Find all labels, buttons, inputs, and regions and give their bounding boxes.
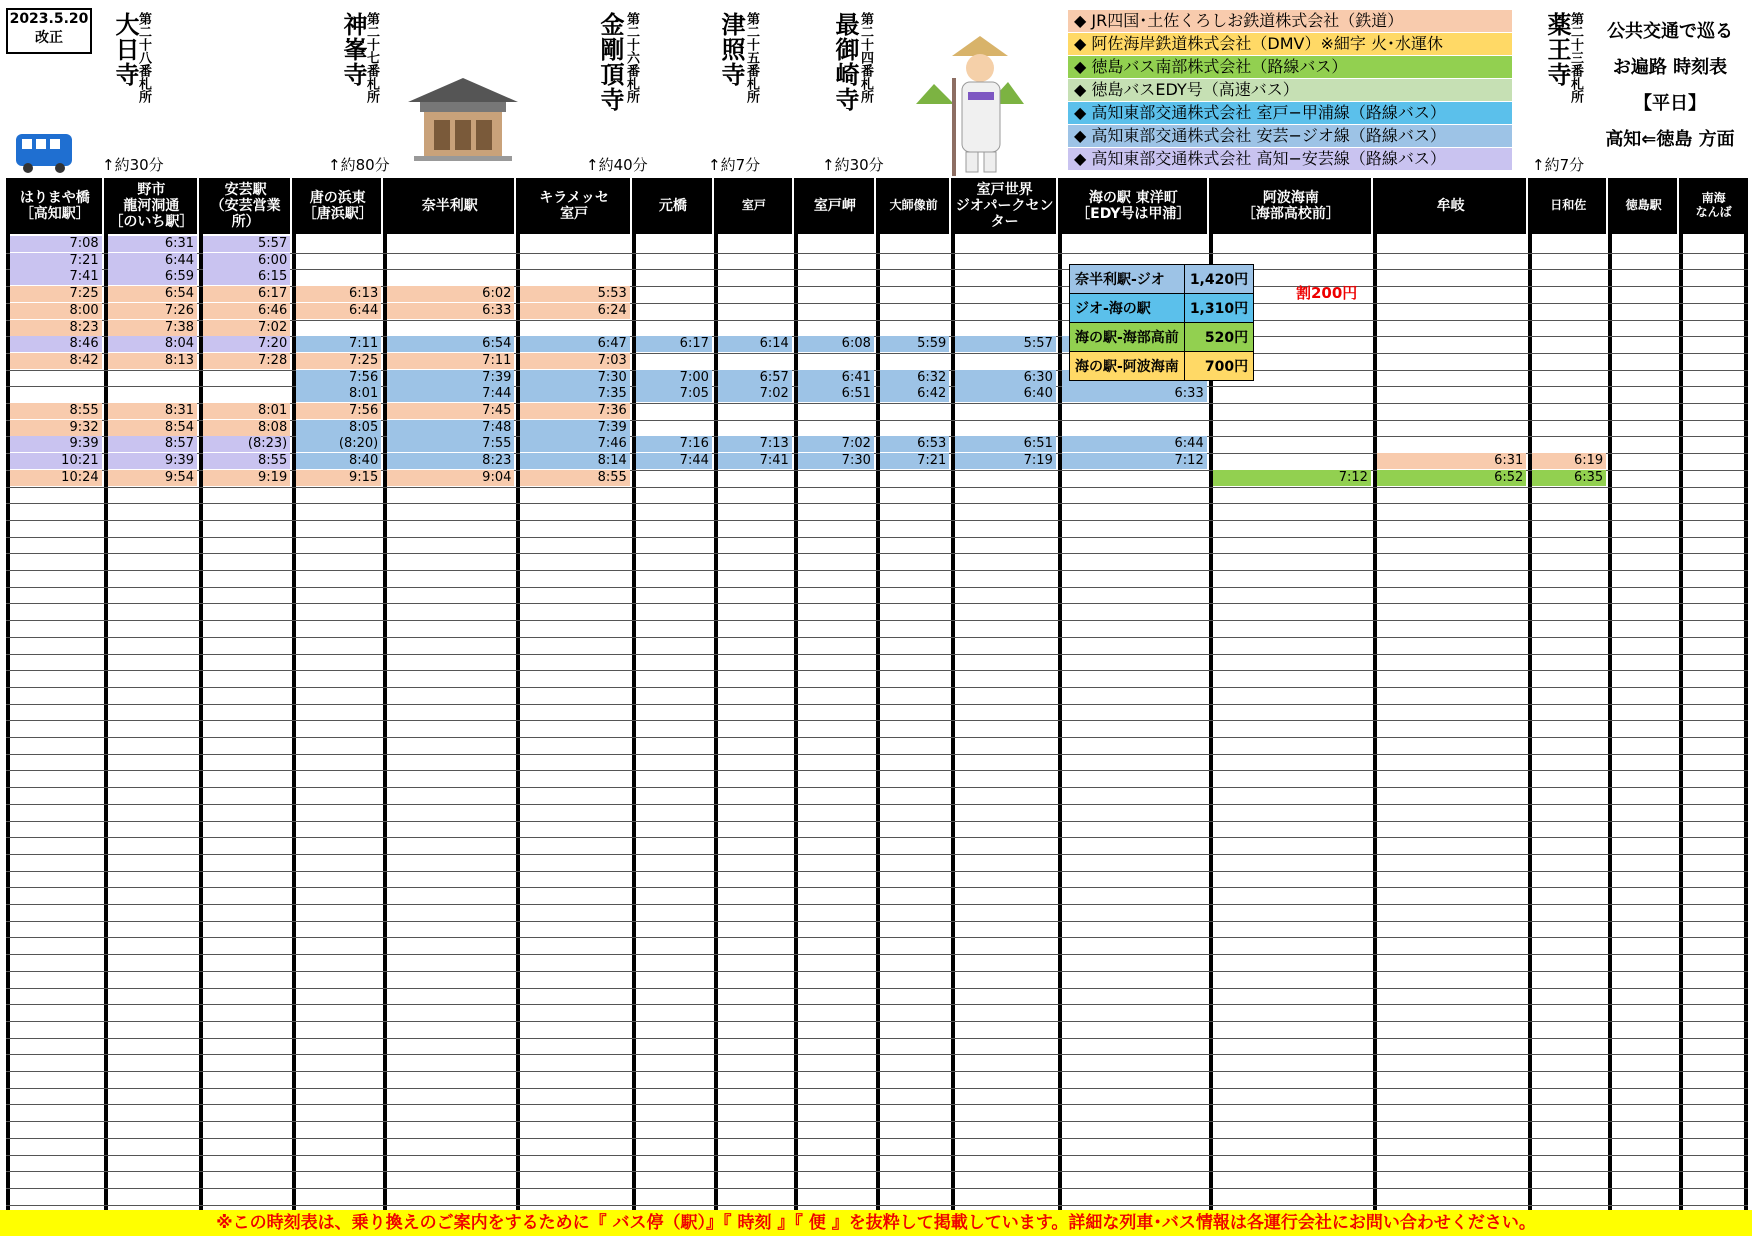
time-cell: 6:13	[296, 286, 381, 302]
time-cell: 7:08	[10, 236, 102, 252]
time-cell: 7:26	[108, 303, 197, 319]
time-cell: 6:51	[798, 386, 874, 402]
row-divider	[6, 687, 1748, 688]
time-cell: 10:21	[10, 453, 102, 469]
row-divider	[6, 1054, 1748, 1055]
time-cell: (8:20)	[296, 436, 381, 452]
time-cell: 6:15	[203, 269, 290, 285]
time-cell: 6:57	[718, 370, 792, 386]
row-divider	[6, 1104, 1748, 1105]
time-cell: 7:28	[203, 353, 290, 369]
time-cell: 6:31	[108, 236, 197, 252]
row-divider	[6, 954, 1748, 955]
time-cell: 10:24	[10, 470, 102, 486]
fare-price: 1,420円	[1184, 265, 1253, 294]
time-cell: 6:17	[636, 336, 712, 352]
time-cell: 7:12	[1213, 470, 1371, 486]
column-header: 安芸駅 （安芸営業所）	[201, 178, 290, 234]
time-cell: 7:56	[296, 370, 381, 386]
column-divider	[794, 178, 798, 1212]
row-divider	[6, 654, 1748, 655]
time-cell: 7:36	[520, 403, 629, 419]
column-header: 室戸	[716, 178, 792, 234]
legend-item: ◆ 高知東部交通株式会社 室戸−甲浦線（路線バス）	[1068, 102, 1512, 124]
row-divider	[6, 370, 1748, 371]
row-divider	[6, 971, 1748, 972]
time-cell: 7:02	[203, 320, 290, 336]
temple-27: 神峯寺	[339, 12, 367, 87]
column-header: キラメッセ 室戸	[518, 178, 629, 234]
time-cell: 6:08	[798, 336, 874, 352]
pilgrim-icon	[912, 28, 1026, 178]
column-header: 阿波海南 ［海部高校前］	[1211, 178, 1371, 234]
row-divider	[6, 754, 1748, 755]
row-divider	[6, 1038, 1748, 1039]
fare-price: 700円	[1184, 352, 1253, 381]
row-divider	[6, 720, 1748, 721]
column-divider	[1373, 178, 1377, 1212]
time-cell: (8:23)	[203, 436, 290, 452]
time-cell: 7:41	[10, 269, 102, 285]
time-cell: 8:31	[108, 403, 197, 419]
time-cell: 7:44	[387, 386, 514, 402]
timetable	[6, 178, 1748, 1212]
column-divider	[1679, 178, 1683, 1212]
time-cell: 8:42	[10, 353, 102, 369]
time-cell: 5:57	[203, 236, 290, 252]
time-cell: 7:30	[520, 370, 629, 386]
row-divider	[6, 570, 1748, 571]
column-divider	[1744, 178, 1748, 1212]
time-cell: 9:04	[387, 470, 514, 486]
time-cell: 9:19	[203, 470, 290, 486]
column-divider	[714, 178, 718, 1212]
fare-route: 海の駅-海部高前	[1070, 323, 1185, 352]
time-cell: 8:04	[108, 336, 197, 352]
time-cell: 7:20	[203, 336, 290, 352]
time-cell: 6:51	[955, 436, 1056, 452]
time-cell: 6:44	[108, 253, 197, 269]
time-cell: 6:53	[880, 436, 949, 452]
time-cell: 6:02	[387, 286, 514, 302]
fare-route: 奈半利駅-ジオ	[1070, 265, 1185, 294]
time-cell: 7:11	[387, 353, 514, 369]
row-divider	[6, 704, 1748, 705]
time-cell: 8:46	[10, 336, 102, 352]
row-divider	[6, 587, 1748, 588]
column-divider	[516, 178, 520, 1212]
time-cell: 6:40	[955, 386, 1056, 402]
column-header: 室戸岬	[796, 178, 874, 234]
time-cell: 9:32	[10, 420, 102, 436]
row-divider	[6, 837, 1748, 838]
time-cell: 8:55	[203, 453, 290, 469]
row-divider	[6, 1205, 1748, 1206]
row-divider	[6, 503, 1748, 504]
time-cell: 9:39	[10, 436, 102, 452]
time-cell: 6:33	[387, 303, 514, 319]
time-cell: 7:48	[387, 420, 514, 436]
column-divider	[951, 178, 955, 1212]
bus-icon	[14, 132, 74, 174]
row-divider	[6, 537, 1748, 538]
row-divider	[6, 603, 1748, 604]
row-divider	[6, 670, 1748, 671]
row-divider	[6, 904, 1748, 905]
time-cell: 6:54	[108, 286, 197, 302]
column-header: 唐の浜東 ［唐浜駅］	[294, 178, 381, 234]
time-cell: 7:03	[520, 353, 629, 369]
time-cell: 5:57	[955, 336, 1056, 352]
row-divider	[6, 637, 1748, 638]
time-cell: 7:21	[10, 253, 102, 269]
time-cell: 6:24	[520, 303, 629, 319]
time-cell: 7:41	[718, 453, 792, 469]
time-cell: 6:46	[203, 303, 290, 319]
time-cell: 7:35	[520, 386, 629, 402]
time-cell: 8:23	[387, 453, 514, 469]
time-cell: 6:42	[880, 386, 949, 402]
fare-price: 1,310円	[1184, 294, 1253, 323]
legend-item: ◆ 高知東部交通株式会社 高知−安芸線（路線バス）	[1068, 148, 1512, 170]
time-cell: 6:41	[798, 370, 874, 386]
column-header: 牟岐	[1375, 178, 1526, 234]
row-divider	[6, 854, 1748, 855]
revision-date: 2023.5.20 改正	[6, 8, 92, 54]
time-cell: 7:12	[1062, 453, 1207, 469]
column-header: 徳島駅	[1610, 178, 1677, 234]
time-cell: 6:47	[520, 336, 629, 352]
row-divider	[6, 937, 1748, 938]
column-header: 野市 龍河洞通 ［のいち駅］	[106, 178, 197, 234]
time-cell: 6:31	[1377, 453, 1526, 469]
row-divider	[6, 386, 1748, 387]
column-divider	[876, 178, 880, 1212]
column-header: 日和佐	[1530, 178, 1606, 234]
column-header: 南海 なんば	[1681, 178, 1746, 234]
time-cell: 8:57	[108, 436, 197, 452]
column-divider	[1608, 178, 1612, 1212]
row-divider	[6, 988, 1748, 989]
legend-item: ◆ JR四国･土佐くろしお鉄道株式会社（鉄道）	[1068, 10, 1512, 32]
time-cell: 6:44	[296, 303, 381, 319]
time-cell: 8:00	[10, 303, 102, 319]
temple-28: 大日寺	[111, 12, 139, 87]
time-cell: 7:25	[296, 353, 381, 369]
time-cell: 7:46	[520, 436, 629, 452]
temple-26: 金剛頂寺	[596, 12, 624, 112]
time-cell: 6:14	[718, 336, 792, 352]
time-cell: 7:45	[387, 403, 514, 419]
fare-row	[1070, 323, 1254, 352]
fare-row	[1070, 294, 1254, 323]
temple-icon	[404, 72, 522, 162]
row-divider	[6, 787, 1748, 788]
time-cell: 8:01	[203, 403, 290, 419]
time-cell: 7:02	[718, 386, 792, 402]
column-divider	[1058, 178, 1062, 1212]
column-header: 室戸世界 ジオパークセンター	[953, 178, 1056, 234]
time-cell: 9:54	[108, 470, 197, 486]
row-divider	[6, 1088, 1748, 1089]
column-divider	[632, 178, 636, 1212]
row-divider	[6, 887, 1748, 888]
row-divider	[6, 737, 1748, 738]
time-cell: 7:30	[798, 453, 874, 469]
time-cell: 7:13	[718, 436, 792, 452]
time-cell: 7:39	[387, 370, 514, 386]
row-divider	[6, 921, 1748, 922]
time-cell: 7:11	[296, 336, 381, 352]
fare-row	[1070, 265, 1254, 294]
time-cell: 7:21	[880, 453, 949, 469]
row-divider	[6, 1171, 1748, 1172]
fare-route: 海の駅-阿波海南	[1070, 352, 1185, 381]
legend-item: ◆ 阿佐海岸鉄道株式会社（DMV）※細字 火･水運休	[1068, 33, 1512, 55]
time-cell: 5:53	[520, 286, 629, 302]
time-cell: 7:55	[387, 436, 514, 452]
time-cell: 8:01	[296, 386, 381, 402]
row-divider	[6, 1021, 1748, 1022]
column-header: はりまや橋 ［高知駅］	[8, 178, 102, 234]
time-cell: 6:19	[1532, 453, 1606, 469]
time-cell: 8:23	[10, 320, 102, 336]
row-divider	[6, 821, 1748, 822]
footer-note: ※この時刻表は、乗り換えのご案内をするために『 バス停（駅）』『 時刻 』『 便 』を抜粋して掲載しています。詳細な列車･バス情報は各運行会社にお問い合わせください。	[0, 1210, 1752, 1236]
time-cell: 7:44	[636, 453, 712, 469]
column-divider	[1528, 178, 1532, 1212]
time-cell: 8:55	[10, 403, 102, 419]
row-divider	[6, 487, 1748, 488]
time-cell: 9:39	[108, 453, 197, 469]
legend-item: ◆ 高知東部交通株式会社 安芸−ジオ線（路線バス）	[1068, 125, 1512, 147]
time-cell: 8:40	[296, 453, 381, 469]
time-cell: 7:19	[955, 453, 1056, 469]
temple-25: 津照寺	[717, 12, 745, 87]
time-cell: 7:16	[636, 436, 712, 452]
row-divider	[6, 1121, 1748, 1122]
column-header: 奈半利駅	[385, 178, 514, 234]
time-cell: 7:39	[520, 420, 629, 436]
time-cell: 5:59	[880, 336, 949, 352]
time-cell: 7:38	[108, 320, 197, 336]
time-cell: 8:05	[296, 420, 381, 436]
temple-23: 薬王寺	[1543, 12, 1571, 87]
row-divider	[6, 804, 1748, 805]
time-cell: 6:32	[880, 370, 949, 386]
header: 2023.5.20 改正 大日寺 第二十八番札所 神峯寺 第二十七番札所 金剛頂寺 第二十六番札所 津照寺 第二十五番札所 最御崎寺 第二十四番札所 薬王寺 第二十三番札所 ↑約30分 ↑約80分 ↑約40分 ↑約7分 ↑約30分 ↑約7分 ◆ JR四国･土佐くろしお鉄道株式会社（鉄道） ◆ 阿佐海岸鉄道株式会社（DMV）※細字 火･水運休 ◆ 徳島バス南部株式会社（路線バス） ◆ 徳島バスEDY号（高速バス） ◆ 高知東部交通株式会社 室戸−甲浦線（路線バス） ◆ 高知東部交通株式会社 安芸−ジオ線（路線バス） ◆ 高知東部交通株式会社 高知−安芸線（路線バス） 公共交通で巡る お遍路 時刻表 【平日】 高知⇐徳島 方面	[0, 0, 1752, 178]
time-cell: 6:30	[955, 370, 1056, 386]
row-divider	[6, 620, 1748, 621]
row-divider	[6, 871, 1748, 872]
time-cell: 8:13	[108, 353, 197, 369]
column-header: 元橋	[634, 178, 712, 234]
row-divider	[6, 520, 1748, 521]
fare-price: 520円	[1184, 323, 1253, 352]
time-cell: 7:05	[636, 386, 712, 402]
column-header: 海の駅 東洋町 ［EDY号は甲浦］	[1060, 178, 1207, 234]
time-cell: 9:15	[296, 470, 381, 486]
row-divider	[6, 770, 1748, 771]
time-cell: 8:55	[520, 470, 629, 486]
time-cell: 7:00	[636, 370, 712, 386]
column-divider	[383, 178, 387, 1212]
time-cell: 7:02	[798, 436, 874, 452]
fare-row	[1070, 352, 1254, 381]
time-cell: 6:00	[203, 253, 290, 269]
row-divider	[6, 1155, 1748, 1156]
time-cell: 6:35	[1532, 470, 1606, 486]
fare-route: ジオ-海の駅	[1070, 294, 1185, 323]
time-cell: 8:08	[203, 420, 290, 436]
time-cell: 6:59	[108, 269, 197, 285]
fare-discount-note: 割200円	[1296, 284, 1358, 302]
time-cell: 8:54	[108, 420, 197, 436]
time-cell: 6:33	[1062, 386, 1207, 402]
row-divider	[6, 1071, 1748, 1072]
time-cell: 6:44	[1062, 436, 1207, 452]
row-divider	[6, 1188, 1748, 1189]
legend-item: ◆ 徳島バスEDY号（高速バス）	[1068, 79, 1512, 101]
row-divider	[6, 1138, 1748, 1139]
legend	[1068, 10, 1512, 171]
time-cell: 8:14	[520, 453, 629, 469]
row-divider	[6, 553, 1748, 554]
column-header: 大師像前	[878, 178, 949, 234]
fare-table	[1069, 264, 1254, 381]
time-cell: 6:52	[1377, 470, 1526, 486]
page-title: 公共交通で巡る お遍路 時刻表 【平日】 高知⇐徳島 方面	[1605, 21, 1735, 150]
temple-24: 最御崎寺	[831, 12, 859, 112]
time-cell: 6:54	[387, 336, 514, 352]
legend-item: ◆ 徳島バス南部株式会社（路線バス）	[1068, 56, 1512, 78]
row-divider	[6, 1004, 1748, 1005]
time-cell: 7:56	[296, 403, 381, 419]
column-divider	[292, 178, 296, 1212]
time-cell: 7:25	[10, 286, 102, 302]
time-cell: 6:17	[203, 286, 290, 302]
